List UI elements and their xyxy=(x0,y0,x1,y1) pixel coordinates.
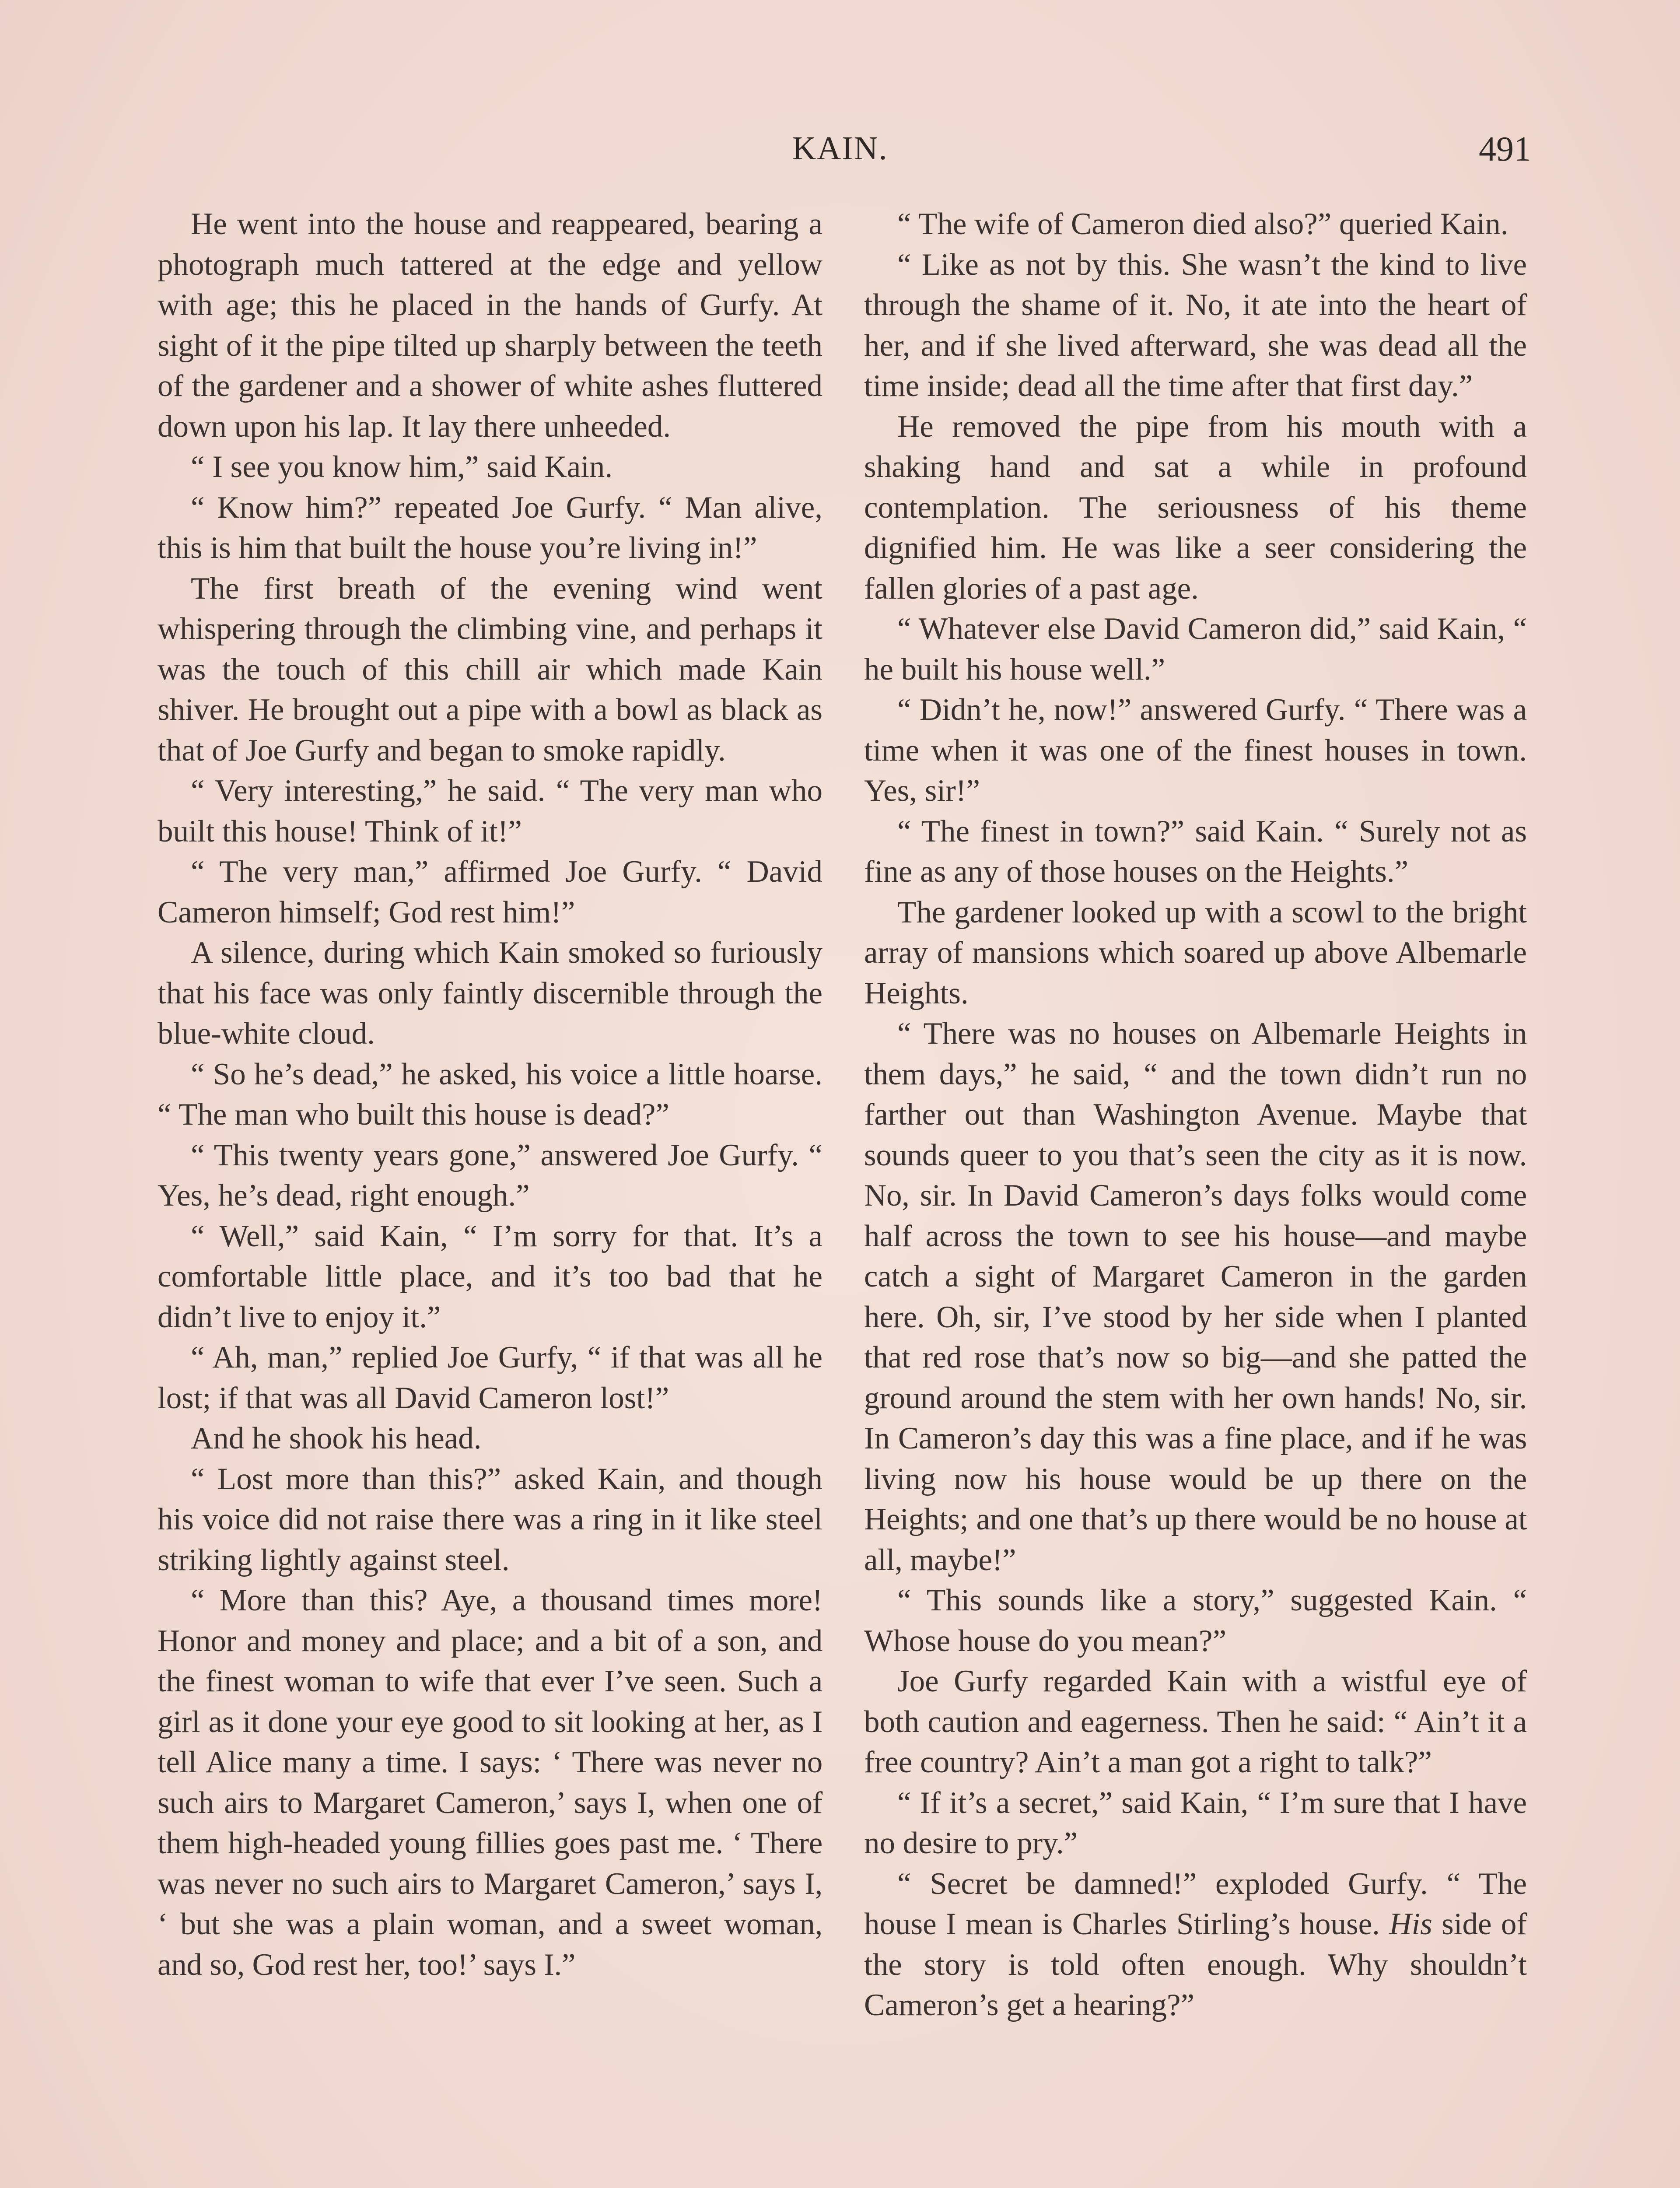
right-column xyxy=(864,204,1527,2026)
italic-word: His xyxy=(1389,1907,1432,1941)
paragraph: The first breath of the evening wind went whispering through the climbing vine, and perhaps it was the touch of this chill air which made Kain shiver. He brought out a pipe with a bowl as black as that of Joe Gurfy and began to smoke rapidly. xyxy=(158,571,822,768)
paragraph: “ Very interesting,” he said. “ The very man who built this house! Think of it!” xyxy=(158,774,822,849)
paragraph: The gardener looked up with a scowl to the bright array of mansions which soared up above Albemarle Heights. xyxy=(864,895,1527,1010)
running-header-title: KAIN. xyxy=(792,130,888,167)
paragraph: “ Like as not by this. She wasn’t the kind to live through the shame of it. No, it ate into the heart of her, and if she lived afterward, she was dead all the time inside; dead all the time after that first day.” xyxy=(864,247,1527,403)
paragraph: “ Ah, man,” replied Joe Gurfy, “ if that was all he lost; if that was all David Cameron lost!” xyxy=(158,1340,822,1415)
paragraph: “ This twenty years gone,” answered Joe Gurfy. “ Yes, he’s dead, right enough.” xyxy=(158,1138,822,1213)
page-number: 491 xyxy=(1479,130,1531,168)
paragraph: “ Know him?” repeated Joe Gurfy. “ Man alive, this is him that built the house you’re living in!” xyxy=(158,490,822,565)
paragraph: “ Whatever else David Cameron did,” said Kain, “ he built his house well.” xyxy=(864,612,1527,687)
paragraph-text: side of the story is told often enough. Why shouldn’t Cameron’s get a hearing?” xyxy=(864,1907,1527,2022)
paragraph: “ I see you know him,” said Kain. xyxy=(191,450,613,484)
paragraph: He went into the house and reappeared, bearing a photograph much tattered at the edge and yellow with age; this he placed in the hands of Gurfy. At sight of it the pipe tilted up sharply between the teeth of the gardener and a shower of white ashes fluttered down upon his lap. It lay there unheeded. xyxy=(158,207,822,444)
paragraph: And he shook his head. xyxy=(191,1421,482,1455)
paragraph: “ So he’s dead,” he asked, his voice a little hoarse. “ The man who built this house is dead?” xyxy=(158,1057,822,1132)
paragraph: He removed the pipe from his mouth with a shaking hand and sat a while in profound contemplation. The seriousness of his theme dignified him. He was like a seer considering the fallen glories of a past age. xyxy=(864,409,1527,606)
paragraph: “ Well,” said Kain, “ I’m sorry for that. It’s a comfortable little place, and it’s too bad that he didn’t live to enjoy it.” xyxy=(158,1219,822,1334)
paragraph-text: “ Secret be damned!” exploded Gurfy. “ The house I mean is Charles Stirling’s house. xyxy=(864,1866,1527,1941)
paragraph: “ This sounds like a story,” suggested Kain. “ Whose house do you mean?” xyxy=(864,1583,1527,1658)
paragraph: “ There was no houses on Albemarle Heights in them days,” he said, “ and the town didn’t run no farther out than Washington Avenue. Maybe that sounds queer to you that’s seen the city as it is now. No, sir. In David Cameron’s days folks would come half across the town to see his house—and maybe catch a sight of Margaret Cameron in the garden here. Oh, sir, I’ve stood by her side when I planted that red rose that’s now so big—and she patted the ground around the stem with her own hands! No, sir. In Cameron’s day this was a fine place, and if he was living now his house would be up there on the Heights; and one that’s up there would be no house at all, maybe!” xyxy=(864,1017,1527,1577)
left-column xyxy=(158,204,822,1985)
paragraph: “ If it’s a secret,” said Kain, “ I’m sure that I have no desire to pry.” xyxy=(864,1785,1527,1860)
paragraph: “ The very man,” affirmed Joe Gurfy. “ David Cameron himself; God rest him!” xyxy=(158,855,822,929)
paragraph: “ More than this? Aye, a thousand times more! Honor and money and place; and a bit of a son, and the finest woman to wife that ever I’ve seen. Such a girl as it done your eye good to sit looking at her, as I tell Alice many a time. I says: ‘ There was never no such airs to Margaret Cameron,’ says I, when one of them high-headed young fillies goes past me. ‘ There was never no such airs to Margaret Cameron,’ says I, ‘ but she was a plain woman, and a sweet woman, and so, God rest her, too!’ says I.” xyxy=(158,1583,822,1982)
paragraph: “ The finest in town?” said Kain. “ Surely not as fine as any of those houses on the Heights.” xyxy=(864,814,1527,889)
paragraph: Joe Gurfy regarded Kain with a wistful eye of both caution and eagerness. Then he said: “ Ain’t it a free country? Ain’t a man got a right to talk?” xyxy=(864,1664,1527,1779)
paragraph xyxy=(864,1864,1527,2026)
paragraph: A silence, during which Kain smoked so furiously that his face was only faintly discernible through the blue-white cloud. xyxy=(158,936,822,1051)
paragraph: “ Lost more than this?” asked Kain, and though his voice did not raise there was a ring in it like steel striking lightly against steel. xyxy=(158,1462,822,1577)
paragraph: “ The wife of Cameron died also?” queried Kain. xyxy=(897,207,1508,241)
paragraph: “ Didn’t he, now!” answered Gurfy. “ There was a time when it was one of the finest houses in town. Yes, sir!” xyxy=(864,693,1527,808)
